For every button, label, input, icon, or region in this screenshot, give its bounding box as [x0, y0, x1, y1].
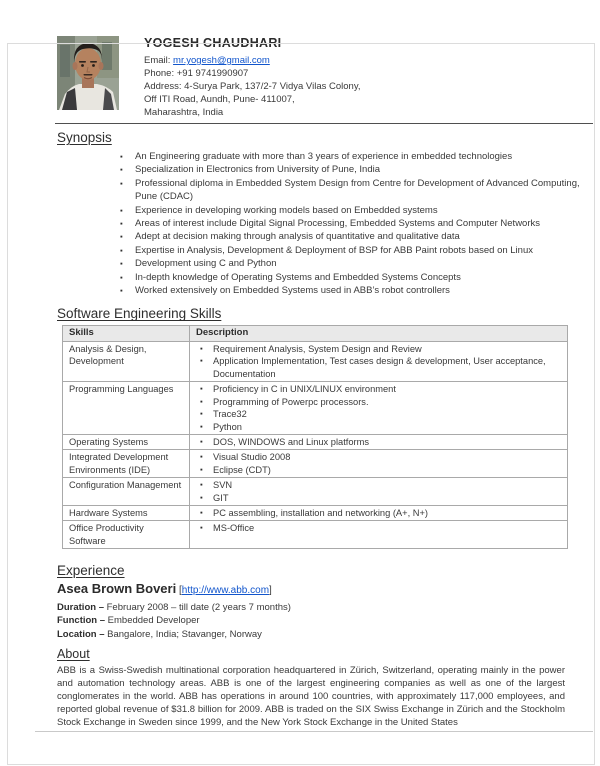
bracket-close: ] [269, 585, 272, 597]
list-item-text: Trace32 [213, 409, 247, 420]
table-row [63, 478, 568, 506]
contact-block [144, 36, 361, 119]
table-header-row [63, 326, 568, 342]
list-item-text: In-depth knowledge of Operating Systems and Embedded Systems Concepts [135, 271, 461, 283]
skill-description [190, 450, 568, 478]
location-line [57, 628, 600, 641]
bullet-icon: ▪ [120, 232, 123, 242]
list-item [196, 522, 561, 534]
list-item-text: Visual Studio 2008 [213, 452, 291, 463]
bullet-icon: ▪ [200, 356, 203, 366]
experience-details [57, 601, 600, 641]
table-row [63, 521, 568, 549]
skill-name: Operating Systems [63, 434, 190, 449]
list-item-text: Worked extensively on Embedded Systems used in ABB’s robot controllers [135, 285, 450, 297]
list-item [196, 383, 561, 395]
bullet-icon: ▪ [200, 464, 203, 474]
list-item-text: MS-Office [213, 523, 255, 534]
list-item [196, 436, 561, 448]
table-row [63, 505, 568, 520]
location-value: Bangalore, India; Stavanger, Norway [107, 628, 262, 640]
list-item [120, 244, 600, 257]
page-bottom-divider [35, 731, 593, 732]
header-divider [55, 123, 593, 124]
company-line [57, 581, 600, 599]
list-item-text: Application Implementation, Test cases design & development, User acceptance, Documentation [213, 356, 546, 379]
bracket-open: [ [176, 585, 182, 597]
list-item-text: GIT [213, 492, 229, 503]
email-link[interactable]: mr.yogesh@gmail.com [173, 55, 270, 66]
list-item [120, 163, 600, 176]
duration-value: February 2008 – till date (2 years 7 months) [106, 602, 291, 614]
table-row [63, 382, 568, 435]
skill-description [190, 342, 568, 382]
company-name: Asea Brown Boveri [57, 581, 177, 597]
skills-table [62, 325, 568, 549]
skill-name: Office Productivity Software [63, 521, 190, 549]
function-value: Embedded Developer [107, 615, 200, 627]
list-item [196, 451, 561, 463]
bullet-icon: ▪ [200, 384, 203, 394]
list-item-text: DOS, WINDOWS and Linux platforms [213, 436, 370, 447]
skills-heading: Software Engineering Skills [57, 306, 222, 322]
skill-name: Configuration Management [63, 478, 190, 506]
list-item [196, 355, 561, 380]
bullet-icon: ▪ [200, 507, 203, 517]
address-line-3: Maharashtra, India [144, 107, 224, 118]
function-line [57, 614, 600, 627]
bullet-icon: ▪ [120, 178, 123, 188]
list-item [120, 150, 600, 163]
list-item-text: Expertise in Analysis, Development & Deployment of BSP for ABB Paint robots based on Linux [135, 244, 533, 256]
list-item-text: SVN [213, 480, 233, 491]
column-header-description: Description [190, 326, 568, 342]
list-item-text: Development using C and Python [135, 258, 277, 270]
experience-heading: Experience [57, 563, 125, 579]
list-item [196, 464, 561, 476]
address-line-1: Address: 4-Surya Park, 137/2-7 Vidya Vilas Colony, [144, 81, 361, 92]
bullet-icon: ▪ [200, 436, 203, 446]
person-name: YOGESH CHAUDHARI [144, 36, 282, 50]
bullet-icon: ▪ [200, 523, 203, 533]
about-paragraph: ABB is a Swiss-Swedish multinational corporation headquartered in Zürich, Switzerland, operating mainly in the power and automation technology areas. ABB is one of the largest engineering companies as well as one of the largest conglomerates in the world. ABB has operations in around 100 countries, with approximately 117,000 employees, and reported global revenue of $31.8 billion for 2009. ABB is traded on the SIX Swiss Exchange in Zürich and the Stockholm Stock Exchange in Sweden since 1999, and the New York Stock Exchange in the United States [57, 664, 565, 729]
skill-description [190, 382, 568, 435]
list-item-text: Experience in developing working models based on Embedded systems [135, 204, 438, 216]
bullet-icon: ▪ [120, 165, 123, 175]
list-item [196, 343, 561, 355]
list-item-text: Programming of Powerpc processors. [213, 396, 369, 407]
phone-line: Phone: +91 9741990907 [144, 68, 249, 79]
list-item-text: PC assembling, installation and networking (A+, N+) [213, 507, 428, 518]
company-url-link[interactable]: http://www.abb.com [181, 585, 270, 597]
list-item [196, 479, 561, 491]
bullet-icon: ▪ [200, 344, 203, 354]
list-item [196, 408, 561, 420]
location-label: Location – [57, 628, 108, 640]
address-line-2: Off ITI Road, Aundh, Pune- 411007, [144, 94, 295, 105]
list-item [196, 396, 561, 408]
list-item [120, 230, 600, 243]
skill-name: Analysis & Design, Development [63, 342, 190, 382]
bullet-icon: ▪ [200, 452, 203, 462]
skill-name: Programming Languages [63, 382, 190, 435]
bullet-icon: ▪ [200, 409, 203, 419]
list-item [120, 217, 600, 230]
skill-description [190, 521, 568, 549]
bullet-icon: ▪ [200, 421, 203, 431]
resume-header [57, 36, 570, 119]
synopsis-list [57, 150, 600, 297]
list-item-text: Adept at decision making through analysis of quantitative and qualitative data [135, 231, 460, 243]
synopsis-heading: Synopsis [57, 130, 112, 145]
table-row [63, 450, 568, 478]
list-item [120, 271, 600, 284]
bullet-icon: ▪ [120, 286, 123, 296]
list-item-text: Specialization in Electronics from University of Pune, India [135, 164, 381, 176]
list-item [120, 204, 600, 217]
skill-name: Integrated Development Environments (IDE) [63, 450, 190, 478]
about-heading: About [57, 646, 90, 661]
list-item [196, 507, 561, 519]
bullet-icon: ▪ [120, 259, 123, 269]
list-item-text: An Engineering graduate with more than 3 years of experience in embedded technologies [135, 151, 513, 162]
bullet-icon: ▪ [120, 205, 123, 215]
skill-description [190, 478, 568, 506]
skill-description [190, 434, 568, 449]
function-label: Function – [57, 615, 108, 627]
list-item-text: Python [213, 421, 242, 432]
list-item-text: Areas of interest include Digital Signal Processing, Embedded Systems and Computer Networks [135, 218, 540, 230]
list-item [120, 257, 600, 270]
bullet-icon: ▪ [120, 152, 123, 161]
bullet-icon: ▪ [200, 480, 203, 490]
list-item [196, 492, 561, 504]
duration-line [57, 601, 600, 614]
bullet-icon: ▪ [200, 492, 203, 502]
table-row [63, 342, 568, 382]
email-label: Email: [144, 55, 174, 66]
bullet-icon: ▪ [120, 245, 123, 255]
list-item [196, 421, 561, 433]
profile-photo-illustration [57, 36, 119, 110]
company-link-wrap [176, 585, 272, 596]
bullet-icon: ▪ [200, 396, 203, 406]
bullet-icon: ▪ [120, 272, 123, 282]
list-item-text: Requirement Analysis, System Design and Review [213, 344, 422, 355]
profile-photo [57, 36, 119, 110]
list-item-text: Proficiency in C in UNIX/LINUX environment [213, 384, 396, 395]
column-header-skills: Skills [63, 326, 190, 342]
skill-description [190, 505, 568, 520]
list-item [120, 177, 600, 204]
table-row [63, 434, 568, 449]
list-item [120, 284, 600, 297]
email-line [144, 54, 361, 67]
duration-label: Duration – [57, 602, 107, 614]
skill-name: Hardware Systems [63, 505, 190, 520]
list-item-text: Eclipse (CDT) [213, 464, 271, 475]
list-item-text: Professional diploma in Embedded System Design from Centre for Development of Advanced Computing, Pune (CDAC) [135, 177, 580, 203]
bullet-icon: ▪ [120, 219, 123, 229]
